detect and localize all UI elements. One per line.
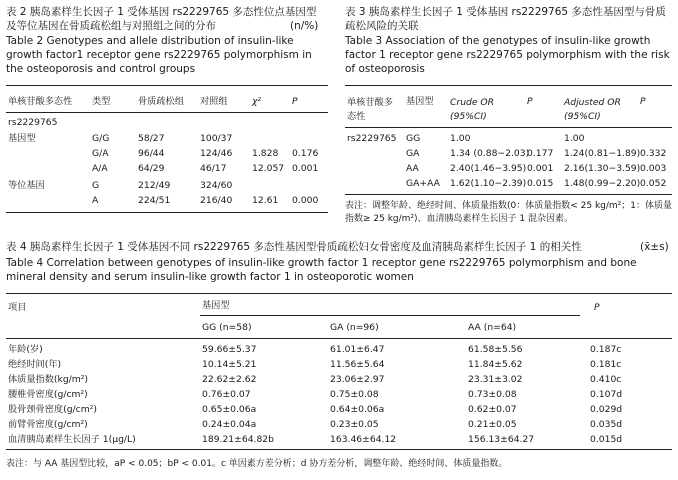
table2-cell: 64/29 bbox=[138, 163, 165, 174]
table4-cell: 0.76±0.07 bbox=[202, 389, 251, 400]
table3-cell: 1.00 bbox=[564, 133, 585, 144]
table4-cell: 血清胰岛素样生长因子 1(μg/L) bbox=[8, 434, 136, 445]
table4-cell: 0.24±0.04a bbox=[202, 419, 257, 430]
table3-cell: AA bbox=[406, 163, 419, 174]
table2-cell: 96/44 bbox=[138, 148, 165, 159]
table4-cell: 0.181c bbox=[590, 359, 622, 370]
table3-cell: 2.16(1.30−3.59) bbox=[564, 163, 641, 174]
table4-cell: 156.13±64.27 bbox=[468, 434, 535, 445]
table4-cell: 0.64±0.06a bbox=[330, 404, 385, 415]
table4-cell: 163.46±64.12 bbox=[330, 434, 397, 445]
table4-cell: 11.56±5.64 bbox=[330, 359, 385, 370]
table2-en-title: Table 2 Genotypes and allele distribution of insulin-like growth factor1 receptor gene rs2229765 polymorphism in the osteoporosis and control groups bbox=[6, 35, 312, 75]
table4-note: 表注：与 AA 基因型比较，aP < 0.05；bP < 0.01。c 单因素方差分析；d 协方差分析，调整年龄、绝经时间、体质量指数。 bbox=[6, 459, 508, 469]
table4-bottom-rule bbox=[6, 449, 672, 450]
table3-cell: GG bbox=[406, 133, 421, 144]
table3-cell: 1.00 bbox=[450, 133, 471, 144]
table4-subheader-ga: GA (n=96) bbox=[330, 322, 379, 333]
table4-cell: 体质量指数(kg/m²) bbox=[8, 374, 88, 385]
table4-subheader-gg: GG (n=58) bbox=[202, 322, 252, 333]
table4-cell: 0.21±0.05 bbox=[468, 419, 517, 430]
table4-header-rule bbox=[6, 338, 672, 339]
table2-cell: 224/51 bbox=[138, 195, 171, 206]
table2-cell: 0.001 bbox=[292, 163, 319, 174]
table4-cell: 0.73±0.08 bbox=[468, 389, 517, 400]
table2-cell: G/G bbox=[92, 133, 110, 144]
table2-header-snp: 单核苷酸多态性 bbox=[8, 96, 73, 107]
table4-cell: 11.84±5.62 bbox=[468, 359, 523, 370]
table4-top-rule bbox=[6, 293, 672, 294]
table4-unit: (x̄±s) bbox=[640, 241, 669, 253]
table2-cell: 124/46 bbox=[200, 148, 233, 159]
table2-cell: 12.61 bbox=[252, 195, 279, 206]
table2-cell: G/A bbox=[92, 148, 109, 159]
table3-header-genotype: 基因型 bbox=[406, 96, 434, 107]
table4-cell: 0.035d bbox=[590, 419, 623, 430]
table2-cell: 12.057 bbox=[252, 163, 285, 174]
table2-top-rule bbox=[6, 85, 328, 86]
table4-cell: 0.187c bbox=[590, 344, 622, 355]
table2-cell: G bbox=[92, 180, 100, 191]
table3-cell: 0.332 bbox=[640, 148, 667, 159]
table2-cell: 等位基因 bbox=[8, 180, 45, 191]
table2-header-ctrl: 对照组 bbox=[200, 96, 228, 107]
table2-cell: 100/37 bbox=[200, 133, 233, 144]
table2-cell: A bbox=[92, 195, 99, 206]
table2-cell: 58/27 bbox=[138, 133, 165, 144]
table4-cn-title: 表 4 胰岛素样生长因子 1 受体基因不同 rs2229765 多态性基因型骨质疏松妇女骨密度及血清胰岛素样生长因子 1 的相关性 bbox=[6, 241, 582, 253]
table3-bottom-rule bbox=[345, 194, 672, 195]
table4-cell: 0.23±0.05 bbox=[330, 419, 379, 430]
table4-cell: 0.107d bbox=[590, 389, 623, 400]
table2-bottom-rule bbox=[6, 212, 328, 213]
table4-subheader-aa: AA (n=64) bbox=[468, 322, 517, 333]
table2-header-op: 骨质疏松组 bbox=[138, 96, 184, 107]
table4-cell: 23.06±2.97 bbox=[330, 374, 385, 385]
table4-cell: 61.01±6.47 bbox=[330, 344, 385, 355]
table4-cell: 0.75±0.08 bbox=[330, 389, 379, 400]
table2-header-p: P bbox=[292, 96, 298, 107]
table4-cell: 61.58±5.56 bbox=[468, 344, 523, 355]
table3-cell: 0.177 bbox=[527, 148, 554, 159]
table4-cell: 绝经时间(年) bbox=[8, 359, 62, 370]
table4-cell: 59.66±5.37 bbox=[202, 344, 257, 355]
table3-note: 表注：调整年龄、绝经时间、体质量指数(0：体质量指数< 25 kg/m²；1：体质量指数≥ 25 kg/m²)、血清胰岛素样生长因子 1 混杂因素。 bbox=[345, 201, 673, 224]
table4-cell: 腰椎骨密度(g/cm²) bbox=[8, 389, 88, 400]
table3-cell: GA+AA bbox=[406, 178, 440, 189]
table2-header-rule bbox=[6, 112, 328, 113]
table2-cn-title: 表 2 胰岛素样生长因子 1 受体基因 rs2229765 多态性位点基因型及等位基因在骨质疏松组与对照组之间的分布 bbox=[6, 6, 317, 32]
table3-cell: 1.34 (0.88−2.03) bbox=[450, 148, 530, 159]
table2-cell: A/A bbox=[92, 163, 108, 174]
table3-cell: rs2229765 bbox=[347, 133, 397, 144]
table4-header-genotype: 基因型 bbox=[202, 300, 230, 311]
table2-cell: 46/17 bbox=[200, 163, 227, 174]
table4-group-rule bbox=[200, 315, 580, 316]
table2-unit: (n/%) bbox=[290, 20, 319, 32]
table3-cell: 2.40(1.46−3.95) bbox=[450, 163, 527, 174]
table3-cell: 1.62(1.10−2.39) bbox=[450, 178, 527, 189]
table2-cell: 0.176 bbox=[292, 148, 319, 159]
table4-cell: 年龄(岁) bbox=[8, 344, 43, 355]
table3-cell: 0.003 bbox=[640, 163, 667, 174]
table4-cell: 22.62±2.62 bbox=[202, 374, 257, 385]
table3-cell: 0.015 bbox=[527, 178, 554, 189]
table4-header-p: P bbox=[594, 302, 600, 313]
table3-header-p2: P bbox=[640, 96, 646, 107]
table2-header-chi: χ² bbox=[252, 96, 262, 107]
table4-en-title: Table 4 Correlation between genotypes of insulin-like growth factor 1 receptor gene rs2229765 polymorphism and bone mineral density and serum insulin-like growth factor 1 in osteoporotic women bbox=[6, 257, 637, 283]
table2-cell: 1.828 bbox=[252, 148, 279, 159]
table3-header-snp: 单核苷酸多态性 bbox=[347, 97, 393, 122]
table4-cell: 股骨颈骨密度(g/cm²) bbox=[8, 404, 97, 415]
table4-header-item: 项目 bbox=[8, 302, 27, 313]
table4-cell: 0.62±0.07 bbox=[468, 404, 517, 415]
table3-cell: GA bbox=[406, 148, 420, 159]
table4-cell: 前臂骨密度(g/cm²) bbox=[8, 419, 88, 430]
table2-header-type: 类型 bbox=[92, 96, 111, 107]
table2-cell: rs2229765 bbox=[8, 117, 58, 128]
table4-cell: 0.015d bbox=[590, 434, 623, 445]
table3-header-adjusted: Adjusted OR (95%CI) bbox=[564, 97, 621, 122]
table2-cell: 0.000 bbox=[292, 195, 319, 206]
table3-header-p1: P bbox=[527, 96, 533, 107]
table3-cell: 1.48(0.99−2.20) bbox=[564, 178, 641, 189]
table3-header-rule bbox=[345, 127, 672, 128]
table3-cell: 0.001 bbox=[527, 163, 554, 174]
table4-cell: 10.14±5.21 bbox=[202, 359, 257, 370]
table4-cell: 189.21±64.82b bbox=[202, 434, 274, 445]
table3-cell: 0.052 bbox=[640, 178, 667, 189]
table2-cell: 212/49 bbox=[138, 180, 171, 191]
table4-cell: 0.65±0.06a bbox=[202, 404, 257, 415]
table2-cell: 基因型 bbox=[8, 133, 36, 144]
table4-cell: 23.31±3.02 bbox=[468, 374, 523, 385]
table3-top-rule bbox=[345, 85, 672, 86]
table3-cn-title: 表 3 胰岛素样生长因子 1 受体基因 rs2229765 多态性基因型与骨质疏松风险的关联 bbox=[345, 6, 666, 32]
table3-header-crude: Crude OR (95%CI) bbox=[450, 97, 495, 122]
table4-cell: 0.410c bbox=[590, 374, 622, 385]
table4-cell: 0.029d bbox=[590, 404, 623, 415]
table3-cell: 1.24(0.81−1.89) bbox=[564, 148, 641, 159]
table2-cell: 216/40 bbox=[200, 195, 233, 206]
table2-cell: 324/60 bbox=[200, 180, 233, 191]
table3-en-title: Table 3 Association of the genotypes of insulin-like growth factor 1 receptor gene rs2229765 polymorphism with the risk of osteoporosis bbox=[345, 35, 670, 75]
